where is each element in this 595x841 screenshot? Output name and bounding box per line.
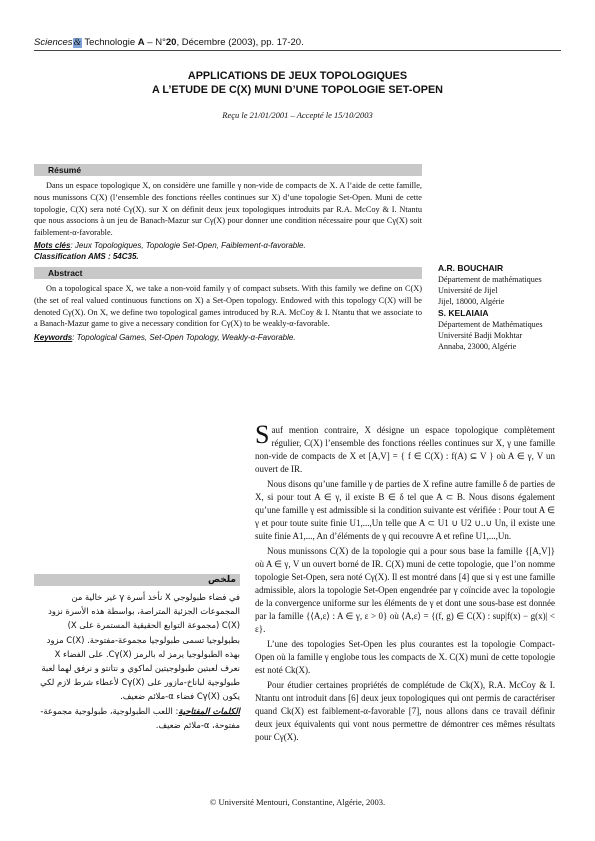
body-paragraph-3: Nous munissons C(X) de la topologie qui a pour sous base la famille {[A,V]} où A ∈ γ, V un ouvert borné de IR. C(X) muni de cette topologie, que l’on nomme topologie Set-Open, sera noté Cγ(X). Il est montré dans [4] que si γ est une famille admissible, alors la topologie Set-Open engendrée par γ coïncide avec la topologie de la convergence uniforme sur les éléments de γ et dont une sous-base est donnée par la famille {⟨A,ε⟩ : A ∈ γ, ε > 0} où ⟨A,ε⟩ = {(f, g) ∈ C(X) : sup|f(x) − g(x)| < ε}. xyxy=(255,546,555,634)
author-affiliation-line: Département de mathématiques xyxy=(438,275,542,284)
resume-keywords-label: Mots clés xyxy=(34,240,71,250)
body-paragraph-5: Pour étudier certaines propriétés de complétude de Ck(X), R.A. McCoy & I. Ntantu ont introduit dans [6] deux jeux topologiques qui ont permis de caractériser quand Ck(X) est faiblement-α-favorable [7], nous allons dans ce travail définir deux jeux équivalents qui vont nous permettre de démontrer ces mêmes résultats pour Cγ(X). xyxy=(255,680,555,742)
resume-label: Résumé xyxy=(34,164,422,176)
drop-cap: S xyxy=(255,420,270,449)
resume-text-block xyxy=(34,180,422,239)
arabic-keywords-text: : اللعب الطبولوجية، طبولوجية مجموعة-مفتوحة، α-ملائم ضعيف. xyxy=(40,705,240,730)
journal-name-part1: Sciences xyxy=(34,37,73,48)
abstract-keywords-label: Keywords xyxy=(34,333,73,343)
journal-name-part2: Technologie xyxy=(81,37,138,48)
journal-volume: A xyxy=(137,37,145,48)
author-name: S. KELAIAIA xyxy=(438,308,489,318)
author-block-2 xyxy=(438,308,563,352)
arabic-keywords xyxy=(34,704,240,732)
paper-title-line2: A L’ETUDE DE C(X) MUNI D’UNE TOPOLOGIE SET-OPEN xyxy=(152,84,443,96)
copyright-footer: © Université Mentouri, Constantine, Algérie, 2003. xyxy=(209,797,386,807)
resume-text: Dans un espace topologique X, on considère une famille γ non-vide de compacts de X. A l’aide de cette famille, nous munissons C(X) (l’ensemble des fonctions réelles continues sur X) d’une topologie Set-Open. Muni de cette topologie, C(X) sera noté Cγ(X). sur X on définit deux jeux topologiques introduits par R.A. McCoy & I. Ntantu que nous associons à un jeu de Banach-Mazur sur Cγ(X) pour donner une condition nécessaire pour que Cγ(X) soit faiblement-α-favorable. xyxy=(34,181,422,238)
author-affiliation-line: Université Badji Mokhtar xyxy=(438,331,523,340)
author-affiliation-line: Université de Jijel xyxy=(438,286,498,295)
abstract-keywords xyxy=(34,332,422,343)
author-affiliation-line: Département de Mathématiques xyxy=(438,320,543,329)
citation-rest: , Décembre (2003), pp. 17-20. xyxy=(176,37,304,48)
resume-section xyxy=(34,164,422,262)
arabic-abstract-label: ملخص xyxy=(34,574,240,586)
author-affiliation-line: Jijel, 18000, Algérie xyxy=(438,297,505,306)
abstract-section xyxy=(34,267,422,343)
resume-keywords-text: : Jeux Topologiques, Topologie Set-Open, Faiblement-α-favorable. xyxy=(70,240,306,250)
abstract-text: On a topological space X, we take a non-void family γ of compact subsets. With this family we define on C(X) (the set of real valued continuous functions on X) a Set-Open topology. Endowed with this topology C(X) will be denoted Cγ(X). On X, we define two topological games introduced by R.A. McCoy & I. Ntantu that we associate to a Banach-Mazur game to give a necessary condition for Cγ(X) to be weakly-α-favorable. xyxy=(34,284,422,329)
citation-prefix: – N° xyxy=(144,37,166,48)
arabic-keywords-label: الكلمات المفتاحية xyxy=(178,705,240,716)
author-block-1 xyxy=(438,263,563,307)
ams-classification: Classification AMS : 54C35. xyxy=(34,251,139,261)
author-name: A.R. BOUCHAIR xyxy=(438,263,504,273)
resume-keywords xyxy=(34,240,422,251)
received-accepted-dates: Reçu le 21/01/2001 – Accepté le 15/10/2003 xyxy=(222,110,373,120)
journal-ampersand: & xyxy=(73,38,81,48)
abstract-keywords-text: : Topological Games, Set-Open Topology, Weakly-α-Favorable. xyxy=(72,333,296,343)
header-rule xyxy=(34,50,561,51)
body-paragraph-1 xyxy=(255,420,555,476)
journal-header xyxy=(34,37,304,48)
citation-number: 20 xyxy=(165,37,177,48)
body-paragraph-2: Nous disons qu’une famille γ de parties de X refine autre famille δ de parties de X, si pour tout A ∈ γ, il existe B ∈ δ tel que A ⊂ B. Nous disons également qu’une famille γ est admissible si la condition suivante est vérifiée : Pour tout A ∈ γ et pour toute suite finie U1,...,Un telle que A ⊂ U1 ∪ U2 ∪..∪ Un, il existe une suite finie A1,..., An d’éléments de γ qui recouvre A et refine U1,...,Un. xyxy=(255,479,555,541)
abstract-text-block xyxy=(34,283,422,330)
abstract-label: Abstract xyxy=(34,267,422,279)
paper-title-line1: APPLICATIONS DE JEUX TOPOLOGIQUES xyxy=(187,70,408,82)
author-affiliation-line: Annaba, 23000, Algérie xyxy=(438,342,517,351)
body-text xyxy=(255,420,555,744)
arabic-abstract-text: في فضاء طبولوجي X نأخذ أسرة γ غير خالية من المجموعات الجزئية المتراصة، بواسطة هذه الأسرة نزود C(X) (مجموعة التوابع الحقيقية المستمرة على X) بطبولوجيا تسمى طبولوجيا مجموعة-مفتوحة. C(X) مزود بهذه الطبولوجيا يرمز له بالرمز Cγ(X). على الفضاء X نعرف لعبتين طبولوجيتين لماكوي و نتانتو و نرفق لهما لعبة طبولوجية لباناخ-مازور على Cγ(X) لأعطاء شرط لازم لكي يكون Cγ(X) فضاء α-ملائم ضعيف. xyxy=(40,592,240,702)
body-paragraph-1-text: auf mention contraire, X désigne un espace topologique complètement régulier, C(X) l’ensemble des fonctions réelles continues sur X, γ une famille non-vide de compacts de X et [A,V] = { f ∈ C(X) : f(A) ⊆ V } où A ∈ γ, V un ouvert de IR. xyxy=(255,425,555,474)
body-paragraph-4: L’une des topologies Set-Open les plus courantes est la topologie Compact-Open où la famille γ englobe tous les compacts de X. C(X) muni de cette topologie est noté Ck(X). xyxy=(255,639,555,675)
arabic-abstract-section xyxy=(34,574,240,732)
